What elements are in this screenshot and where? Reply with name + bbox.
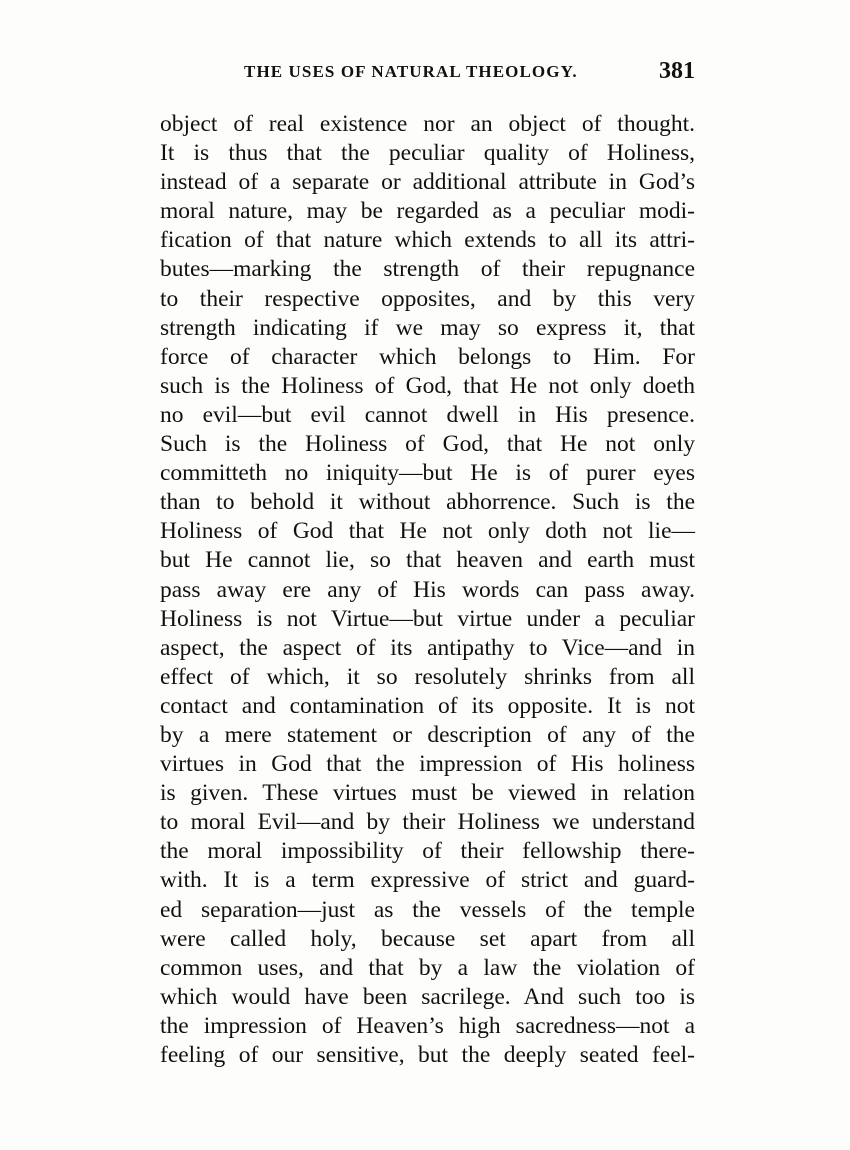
page-number: 381 bbox=[659, 58, 695, 84]
text-line: It is thus that the peculiar quality of Holiness, bbox=[160, 140, 695, 167]
running-title: THE USES OF NATURAL THEOLOGY. bbox=[244, 62, 578, 81]
body-text bbox=[160, 110, 695, 1070]
text-line: Such is the Holiness of God, that He not only bbox=[160, 431, 695, 458]
text-line: effect of which, it so resolutely shrinks from all bbox=[160, 663, 695, 690]
running-head bbox=[160, 58, 695, 92]
text-line: force of character which belongs to Him. For bbox=[160, 343, 695, 370]
text-line: than to behold it without abhorrence. Such is the bbox=[160, 489, 695, 516]
text-line: fication of that nature which extends to all its attri- bbox=[160, 227, 695, 254]
text-line: Holiness is not Virtue—but virtue under a peculiar bbox=[160, 605, 695, 632]
text-line: strength indicating if we may so express it, that bbox=[160, 314, 695, 341]
text-line: the moral impossibility of their fellowship there- bbox=[160, 838, 695, 865]
text-line: ed separation—just as the vessels of the temple bbox=[160, 896, 695, 923]
text-line: with. It is a term expressive of strict and guard- bbox=[160, 867, 695, 894]
text-line: object of real existence nor an object of thought. bbox=[160, 111, 695, 137]
text-line: moral nature, may be regarded as a peculiar modi- bbox=[160, 198, 695, 225]
text-line: such is the Holiness of God, that He not only doeth bbox=[160, 372, 695, 399]
text-line: to moral Evil—and by their Holiness we understand bbox=[160, 809, 695, 836]
text-line: is given. These virtues must be viewed in relation bbox=[160, 780, 695, 807]
text-line: to their respective opposites, and by this very bbox=[160, 285, 695, 312]
text-line: were called holy, because set apart from all bbox=[160, 925, 695, 952]
text-line: common uses, and that by a law the violation of bbox=[160, 954, 695, 981]
text-line: which would have been sacrilege. And such too is bbox=[160, 983, 695, 1010]
text-line: pass away ere any of His words can pass away. bbox=[160, 576, 695, 603]
text-line: by a mere statement or description of any of the bbox=[160, 721, 695, 748]
text-line: instead of a separate or additional attribute in God’s bbox=[160, 169, 695, 196]
text-line: feeling of our sensitive, but the deeply seated feel- bbox=[160, 1042, 695, 1068]
text-line: the impression of Heaven’s high sacredness—not a bbox=[160, 1012, 695, 1039]
text-line: no evil—but evil cannot dwell in His presence. bbox=[160, 401, 695, 428]
text-line: but He cannot lie, so that heaven and earth must bbox=[160, 547, 695, 574]
text-line: butes—marking the strength of their repugnance bbox=[160, 256, 695, 283]
text-line: virtues in God that the impression of His holiness bbox=[160, 751, 695, 778]
text-line: Holiness of God that He not only doth not lie— bbox=[160, 518, 695, 545]
text-line: contact and contamination of its opposite. It is not bbox=[160, 692, 695, 719]
text-line: committeth no iniquity—but He is of purer eyes bbox=[160, 460, 695, 487]
text-line: aspect, the aspect of its antipathy to Vice—and in bbox=[160, 634, 695, 661]
